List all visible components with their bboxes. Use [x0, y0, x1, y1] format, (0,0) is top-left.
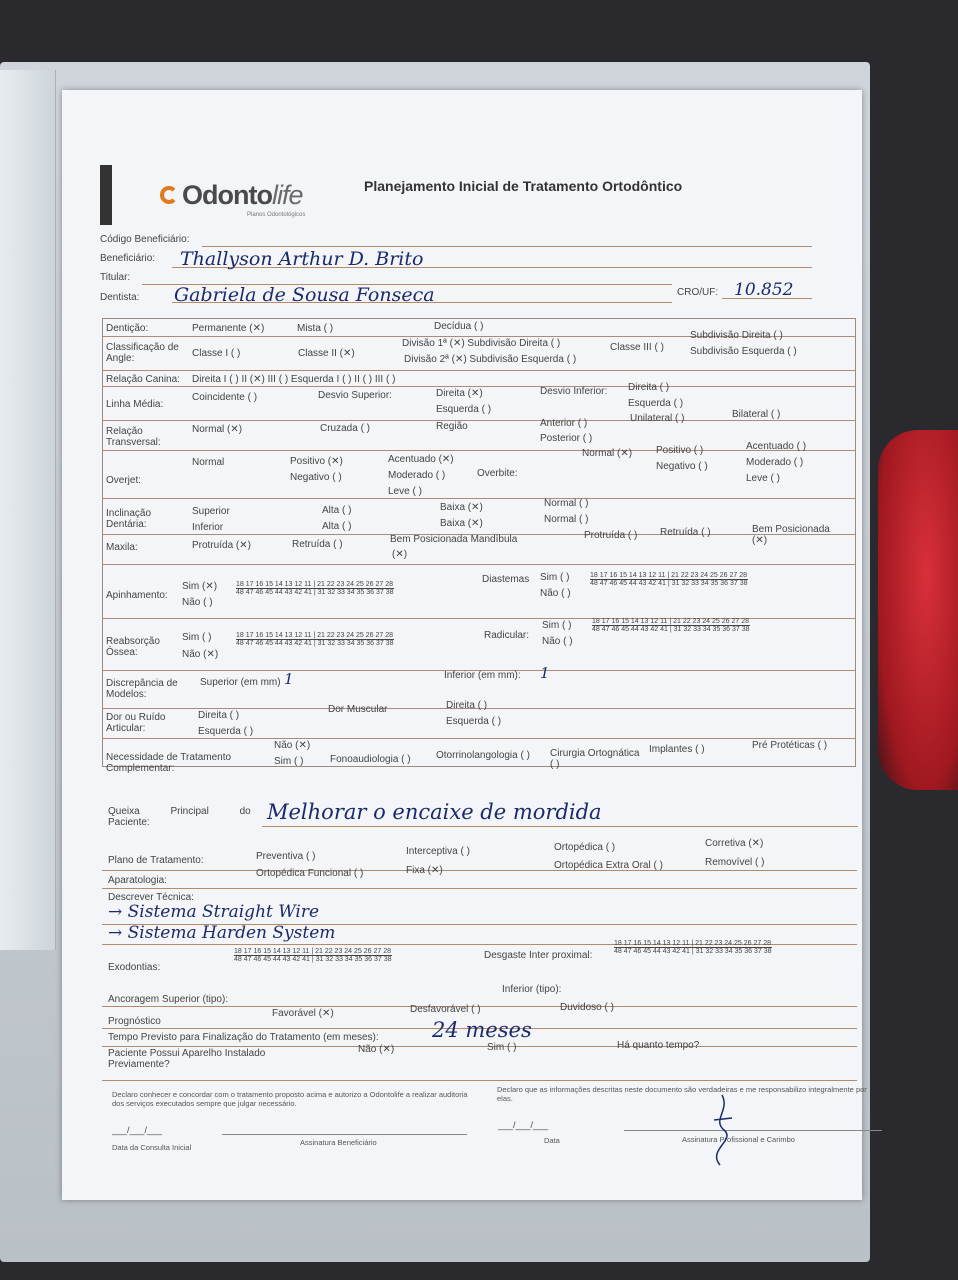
- tecnica-line-2: → Sistema Harden System: [108, 923, 336, 943]
- beneficiario-label: Beneficiário:: [100, 253, 156, 264]
- assinatura-beneficiario-label: Assinatura Beneficiário: [300, 1138, 377, 1147]
- tempo-label: Tempo Previsto para Finalização do Tratamento (em meses):: [108, 1032, 379, 1043]
- form-sheet: [62, 90, 867, 1200]
- tecnica-line-1: → Sistema Straight Wire: [108, 902, 320, 922]
- plano-interceptiva: Interceptiva ( ): [406, 846, 470, 857]
- linha-coincidente: Coincidente ( ): [192, 392, 258, 403]
- discrepancia-superior: Superior (em mm): [200, 677, 281, 688]
- linha-inf-direita: Direita ( ): [628, 382, 670, 393]
- angle-classe1: Classe I ( ): [192, 348, 241, 359]
- data-consulta-label: Data da Consulta Inicial: [112, 1143, 192, 1152]
- overjet-negativo: Negativo ( ): [290, 472, 342, 483]
- aparat-fixa: Fixa (✕): [406, 865, 443, 876]
- transversal-bilateral: Bilateral ( ): [732, 409, 781, 420]
- odontolife-logo-icon: [160, 186, 178, 204]
- codigo-line: [202, 246, 812, 247]
- inclinacao-inf-alta: Alta ( ): [322, 521, 352, 532]
- diastemas-sim: Sim ( ): [540, 572, 570, 583]
- linha-sup-esquerda: Esquerda ( ): [436, 404, 492, 415]
- angle-classe2: Classe II (✕): [298, 348, 355, 359]
- inclinacao-label: Inclinação Dentária:: [106, 508, 152, 530]
- desgaste-label: Desgaste Inter proximal:: [484, 950, 593, 961]
- necessidade-nao: Não (✕): [274, 740, 311, 751]
- diastemas-label: Diastemas: [482, 574, 530, 585]
- diastemas-teeth-chart: 18 17 16 15 14 13 12 11 | 21 22 23 24 25 26 27 28 48 47 46 45 44 43 42 41 | 31 32 33 34 35 36 37 38: [590, 572, 748, 587]
- ancoragem-sup-label: Ancoragem Superior (tipo):: [108, 994, 229, 1005]
- data-label: Data: [544, 1136, 560, 1145]
- aparelho-nao: Não (✕): [358, 1044, 395, 1055]
- prog-duvidoso: Duvidoso ( ): [560, 1002, 614, 1013]
- denticao-mista: Mista ( ): [297, 323, 334, 334]
- inclinacao-sup-normal: Normal ( ): [544, 498, 589, 509]
- aparelho-label: Paciente Possui Aparelho Instalado Previamente?: [108, 1048, 266, 1070]
- denticao-permanente: Permanente (✕): [192, 323, 265, 334]
- overbite-negativo: Negativo ( ): [656, 461, 708, 472]
- apinhamento-sim: Sim (✕): [182, 581, 218, 592]
- reabsorcao-sim: Sim ( ): [182, 632, 212, 643]
- aparat-label: Aparatologia:: [108, 875, 167, 886]
- transversal-anterior: Anterior ( ): [540, 418, 588, 429]
- beneficiario-value: Thallyson Arthur D. Brito: [180, 248, 424, 270]
- angle-subdiv-dir: Subdivisão Direita ( ): [690, 330, 783, 341]
- dor-musc-esquerda: Esquerda ( ): [446, 716, 502, 727]
- angle-div1: Divisão 1ª (✕) Subdivisão Direita ( ): [402, 338, 561, 349]
- apinhamento-teeth-chart: 18 17 16 15 14 13 12 11 | 21 22 23 24 25 26 27 28 48 47 46 45 44 43 42 41 | 31 32 33 34 35 36 37 38: [236, 581, 394, 596]
- inclinacao-inf-normal: Normal ( ): [544, 514, 589, 525]
- overjet-positivo: Positivo (✕): [290, 456, 343, 467]
- necessidade-label: Necessidade de Tratamento Complementar:: [106, 752, 232, 774]
- mandibula-protruida: Protruída ( ): [584, 530, 638, 541]
- necessidade-preproteticas: Pré Protéticas ( ): [752, 740, 828, 751]
- reabsorcao-nao: Não (✕): [182, 649, 219, 660]
- maxila-bem-mandibula: Bem Posicionada Mandíbula: [390, 534, 518, 545]
- inclinacao-sup-baixa: Baixa (✕): [440, 502, 483, 513]
- plano-label: Plano de Tratamento:: [108, 855, 204, 866]
- desgaste-teeth-chart: 18 17 16 15 14 13 12 11 | 21 22 23 24 25 26 27 28 48 47 46 45 44 43 42 41 | 31 32 33 34 35 36 37 38: [614, 940, 772, 955]
- dor-esquerda: Esquerda ( ): [198, 726, 254, 737]
- denticao-decidua: Decídua ( ): [434, 321, 484, 332]
- necessidade-implantes: Implantes ( ): [649, 744, 705, 755]
- codigo-label: Código Beneficiário:: [100, 234, 190, 245]
- aparelho-sim: Sim ( ): [487, 1042, 517, 1053]
- aparat-funcional: Ortopédica Funcional ( ): [256, 868, 364, 879]
- cro-label: CRO/UF:: [677, 287, 719, 298]
- angle-subdiv-esq: Subdivisão Esquerda ( ): [690, 346, 797, 357]
- page-title: Planejamento Inicial de Tratamento Ortodôntico: [364, 178, 683, 194]
- declaracao-beneficiario: Declaro conhecer e concordar com o tratamento proposto acima e autorizo a Odontolife a realizar auditoria dos serviços executados sempre que julgar necessário.: [112, 1090, 468, 1108]
- overjet-leve: Leve ( ): [388, 486, 422, 497]
- linha-desvio-sup: Desvio Superior:: [318, 390, 392, 401]
- necessidade-otorrino: Otorrinolangologia ( ): [436, 750, 530, 761]
- inclinacao-inferior: Inferior: [192, 522, 224, 533]
- logo: Odontolife: [182, 180, 303, 210]
- plano-corretiva: Corretiva (✕): [705, 838, 764, 849]
- prog-desfavoravel: Desfavorável ( ): [410, 1004, 481, 1015]
- linha-inf-esquerda: Esquerda ( ): [628, 398, 684, 409]
- mandibula-bem: Bem Posicionada (✕): [752, 524, 830, 546]
- overbite-leve: Leve ( ): [746, 473, 780, 484]
- necessidade-fono: Fonoaudiologia ( ): [330, 754, 411, 765]
- tempo-value: 24 meses: [432, 1018, 532, 1042]
- tecnica-label: Descrever Técnica:: [108, 892, 194, 903]
- overbite-normal: Normal (✕): [582, 448, 633, 459]
- cro-value: 10.852: [734, 280, 794, 300]
- exodontias-teeth-chart: 18 17 16 15 14 13 12 11 | 21 22 23 24 25 26 27 28 48 47 46 45 44 43 42 41 | 31 32 33 34 35 36 37 38: [234, 948, 392, 963]
- folder-flap: [0, 70, 56, 950]
- ha-quanto-tempo: Há quanto tempo?: [617, 1040, 700, 1051]
- angle-label: Classificação de Angle:: [106, 342, 179, 364]
- prognostico-label: Prognóstico: [108, 1016, 161, 1027]
- overjet-acentuado: Acentuado (✕): [388, 454, 454, 465]
- transversal-unilateral: Unilateral ( ): [630, 413, 685, 424]
- overbite-acentuado: Acentuado ( ): [746, 441, 807, 452]
- inclinacao-superior: Superior: [192, 506, 230, 517]
- queixa-value: Melhorar o encaixe de mordida: [267, 800, 602, 824]
- apinhamento-label: Apinhamento:: [106, 590, 168, 601]
- aparat-extraoral: Ortopédica Extra Oral ( ): [554, 860, 663, 871]
- discrepancia-inferior: Inferior (em mm):: [444, 670, 521, 681]
- declaracao-profissional: Declaro que as informações descritas neste documento são verdadeiras e me responsabilizo integralmente por elas.: [497, 1085, 867, 1103]
- discrepancia-label: Discrepância de Modelos:: [106, 678, 178, 700]
- red-object: [878, 430, 958, 790]
- canina-label: Relação Canina:: [106, 374, 180, 385]
- queixa-label: Queixa Principal do Paciente:: [108, 806, 251, 828]
- discrepancia-inf-value: 1: [540, 664, 550, 682]
- angle-div2: Divisão 2ª (✕) Subdivisão Esquerda ( ): [404, 354, 577, 365]
- overbite-moderado: Moderado ( ): [746, 457, 804, 468]
- radicular-sim: Sim ( ): [542, 620, 572, 631]
- logo-subtitle: Planos Odontológicos: [247, 212, 306, 218]
- prog-favoravel: Favorável (✕): [272, 1008, 334, 1019]
- exodontias-label: Exodontias:: [108, 962, 161, 973]
- canina-options: Direita I ( ) II (✕) III ( ) Esquerda I ( ) II ( ) III ( ): [192, 374, 396, 385]
- side-strip: [100, 165, 112, 225]
- transversal-cruzada: Cruzada ( ): [320, 423, 371, 434]
- radicular-label: Radicular:: [484, 630, 530, 641]
- linha-label: Linha Média:: [106, 399, 164, 410]
- transversal-posterior: Posterior ( ): [540, 433, 593, 444]
- aparat-removivel: Removível ( ): [705, 857, 765, 868]
- dor-muscular: Dor Muscular: [328, 704, 388, 715]
- queixa-line: [262, 826, 858, 827]
- dentista-value: Gabriela de Sousa Fonseca: [174, 284, 435, 306]
- data-consulta-field: ___/___/___: [112, 1125, 163, 1135]
- reabsorcao-teeth-chart: 18 17 16 15 14 13 12 11 | 21 22 23 24 25 26 27 28 48 47 46 45 44 43 42 41 | 31 32 33 34 35 36 37 38: [236, 632, 394, 647]
- diastemas-nao: Não ( ): [540, 588, 571, 599]
- plano-ortopedica: Ortopédica ( ): [554, 842, 616, 853]
- reabsorcao-label: Reabsorção Óssea:: [106, 636, 160, 658]
- overjet-moderado: Moderado ( ): [388, 470, 446, 481]
- angle-classe3: Classe III ( ): [610, 342, 664, 353]
- dor-label: Dor ou Ruído Articular:: [106, 712, 166, 734]
- transversal-label: Relação Transversal:: [106, 426, 161, 448]
- overbite-positivo: Positivo ( ): [656, 445, 704, 456]
- mandibula-retruida: Retruída ( ): [660, 527, 711, 538]
- ancoragem-inf-label: Inferior (tipo):: [502, 984, 562, 995]
- necessidade-cirurgia: Cirurgia Ortognática ( ): [550, 748, 640, 770]
- dor-direita: Direita ( ): [198, 710, 240, 721]
- linha-sup-direita: Direita (✕): [436, 388, 483, 399]
- overjet-label: Overjet:: [106, 475, 142, 486]
- transversal-regiao: Região: [436, 421, 468, 432]
- maxila-bem-mark: (✕): [392, 549, 408, 560]
- maxila-retruida: Retruída ( ): [292, 539, 343, 550]
- assinatura-profissional-label: Assinatura Profissional e Carimbo: [682, 1135, 795, 1144]
- dor-musc-direita: Direita ( ): [446, 700, 488, 711]
- radicular-teeth-chart: 18 17 16 15 14 13 12 11 | 21 22 23 24 25 26 27 28 48 47 46 45 44 43 42 41 | 31 32 33 34 35 36 37 38: [592, 618, 750, 633]
- transversal-normal: Normal (✕): [192, 424, 243, 435]
- overjet-normal: Normal: [192, 457, 225, 468]
- linha-desvio-inf: Desvio Inferior:: [540, 386, 608, 397]
- necessidade-sim: Sim ( ): [274, 756, 304, 767]
- inclinacao-inf-baixa: Baixa (✕): [440, 518, 483, 529]
- apinhamento-nao: Não ( ): [182, 597, 213, 608]
- denticao-label: Dentição:: [106, 323, 149, 334]
- radicular-nao: Não ( ): [542, 636, 573, 647]
- plano-preventiva: Preventiva ( ): [256, 851, 316, 862]
- dentista-label: Dentista:: [100, 292, 140, 303]
- data-field: ___/___/___: [498, 1120, 549, 1130]
- discrepancia-sup-value: 1: [284, 670, 294, 688]
- titular-label: Titular:: [100, 272, 131, 283]
- inclinacao-sup-alta: Alta ( ): [322, 505, 352, 516]
- maxila-label: Maxila:: [106, 542, 138, 553]
- overbite-label: Overbite:: [477, 468, 518, 479]
- maxila-protruida: Protruída (✕): [192, 540, 251, 551]
- signature-drawing: [702, 1090, 742, 1170]
